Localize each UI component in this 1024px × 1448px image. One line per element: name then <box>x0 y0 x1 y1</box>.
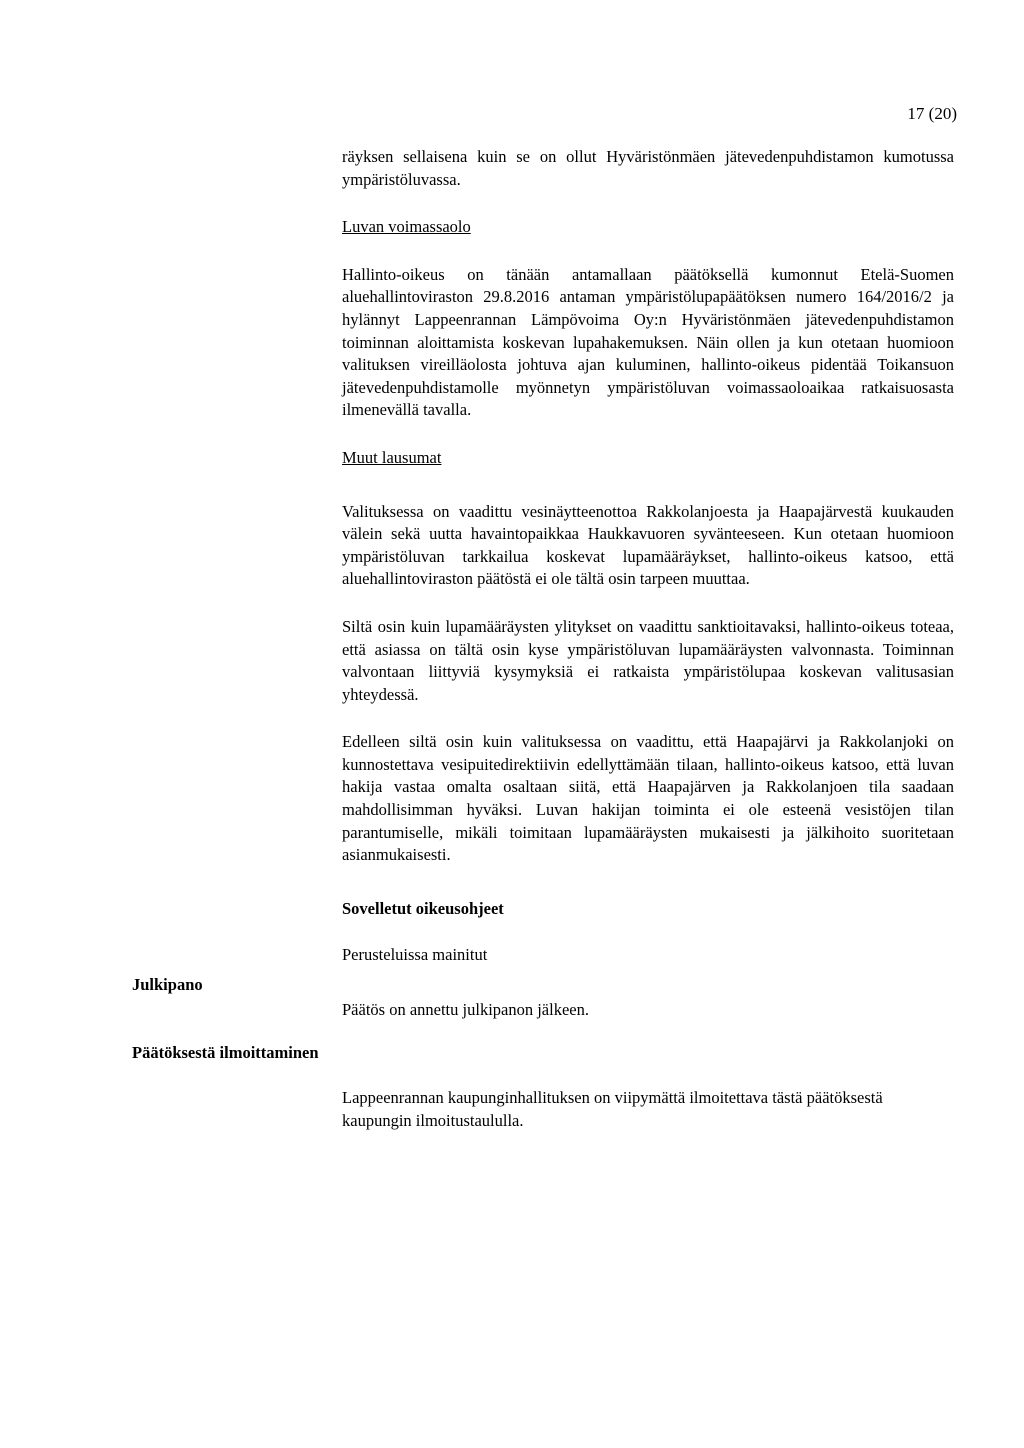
section-heading-muut-lausumat: Muut lausumat <box>342 447 442 467</box>
muut-lausumat-paragraph-2: Siltä osin kuin lupamääräysten ylitykset on vaadittu sanktioitavaksi, hallinto-oikeus toteaa, että asiassa on tältä osin kyse ympäristöluvan lupamääräysten valvonnasta. Toiminnan valvontaan liittyviä kysymyksiä ei ratkaista ympäristölupaa koskevan valitusasian yhteydessä. <box>342 616 954 704</box>
ilmoittaminen-label: Päätöksestä ilmoittaminen <box>132 1043 319 1062</box>
section-heading-sovelletut: Sovelletut oikeusohjeet <box>342 898 504 918</box>
ilmoittaminen-text: Lappeenrannan kaupunginhallituksen on viipymättä ilmoitettava tästä päätöksestä kaupungin ilmoitustaululla. <box>342 1088 883 1130</box>
main-content <box>342 146 954 967</box>
intro-paragraph: räyksen sellaisena kuin se on ollut Hyväristönmäen jätevedenpuhdistamon kumotussa ympäristöluvassa. <box>342 147 954 189</box>
page-number: 17 (20) <box>907 104 957 123</box>
muut-lausumat-paragraph-1: Valituksessa on vaadittu vesinäytteenottoa Rakkolanjoesta ja Haapajärvestä kuukauden välein sekä uutta havaintopaikkaa Haukkavuoren syvänteeseen. Kun otetaan huomioon ympäristöluvan tarkkailua koskevat lupamääräykset, hallinto-oikeus katsoo, että aluehallintoviraston päätöstä ei ole tältä osin tarpeen muuttaa. <box>342 501 954 589</box>
muut-lausumat-paragraph-3: Edelleen siltä osin kuin valituksessa on vaadittu, että Haapajärvi ja Rakkolanjoki on kunnostettava vesipuitedirektiivin edellyttämään tilaan, hallinto-oikeus katsoo, että luvan hakija vastaa omalta osaltaan siitä, että Haapajärven ja Rakkolanjoen tila saadaan mahdollisimman hyväksi. Luvan hakijan toiminta ei ole esteenä vesistöjen tilan parantumiselle, mikäli toimitaan lupamääräysten mukaisesti ja jälkihoito suoritetaan asianmukaisesti. <box>342 732 954 865</box>
sovelletut-text: Perusteluissa mainitut <box>342 945 488 965</box>
julkipano-label: Julkipano <box>132 975 203 994</box>
julkipano-text: Päätös on annettu julkipanon jälkeen. <box>342 1000 589 1019</box>
section-heading-luvan-voimassaolo: Luvan voimassaolo <box>342 217 471 237</box>
luvan-voimassaolo-paragraph: Hallinto-oikeus on tänään antamallaan päätöksellä kumonnut Etelä-Suomen aluehallintoviraston 29.8.2016 antaman ympäristölupapäätöksen numero 164/2016/2 ja hylännyt Lappeenrannan Lämpövoima Oy:n Hyväristönmäen jätevedenpuhdistamon toiminnan aloittamista koskevan lupahakemuksen. Näin ollen ja kun otetaan huomioon valituksen vireilläolosta johtuva ajan kuluminen, hallinto-oikeus pidentää Toikansuon jätevedenpuhdistamolle myönnetyn ympäristöluvan voimassaoloaikaa ratkaisuosasta ilmenevällä tavalla. <box>342 264 954 420</box>
